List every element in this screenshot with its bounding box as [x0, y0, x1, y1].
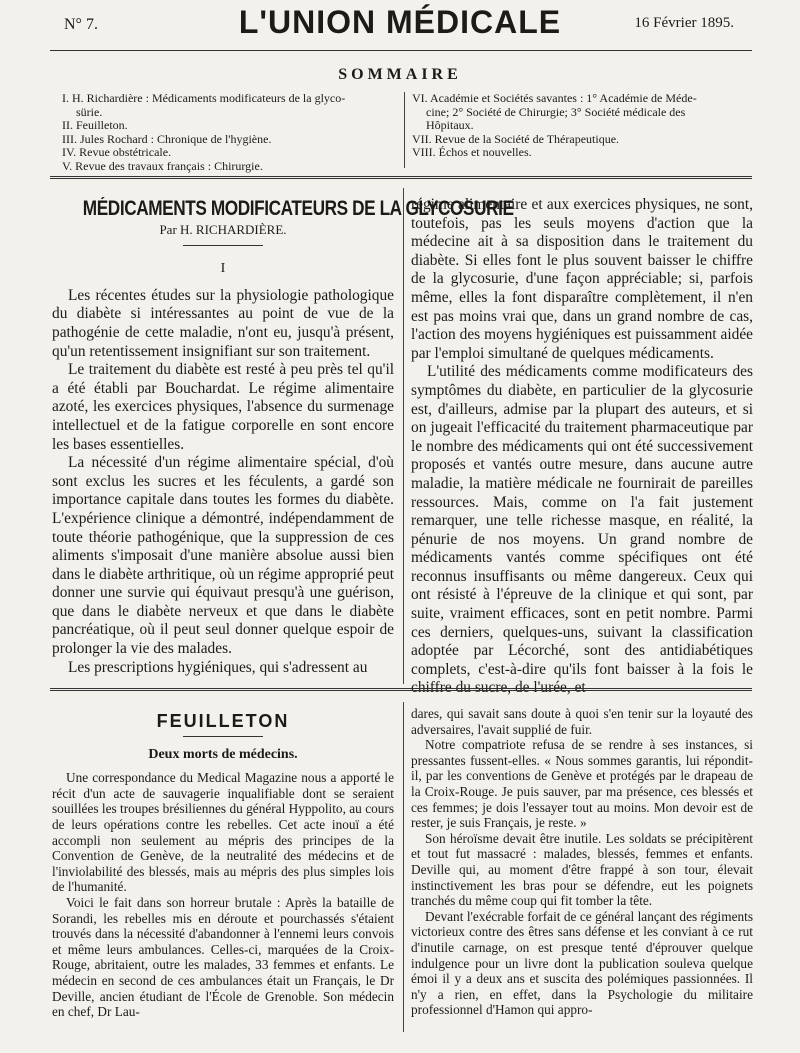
paragraph: Une correspondance du Medical Magazine nous a apporté le récit d'un acte de sauvagerie inqualifiable dont se seraient souillées les troupes brésiliennes du général Hyppolito, au cours de leurs opérations contre les rebelles. Cet acte inouï a été accompli non seulement au mépris des principes de la Convention de Genève, de la neutralité des médecins et de l'inviolabilité des blessés, mais au mépris des plus simples lois de l'humanité. — [52, 770, 394, 895]
sommaire-item: Hôpitaux. — [426, 118, 474, 132]
paragraph: dares, qui savait sans doute à quoi s'en tenir sur la loyauté des adversaires, l'avait supplié de fuir. — [411, 706, 753, 737]
sommaire-right-list — [412, 92, 752, 160]
feuilleton-rule — [183, 736, 263, 737]
paragraph: Les récentes études sur la physiologie pathologique du diabète si intéressantes au point de vue de la pathogénie de cette maladie, n'ont eu, jusqu'à présent, qu'un retentissement insignifiant sur son traitement. — [52, 286, 394, 360]
feuilleton-subtitle: Deux morts de médecins. — [148, 746, 298, 762]
article-column-divider — [403, 188, 404, 684]
paragraph: L'utilité des médicaments comme modificateurs des symptômes du diabète, en particulier de la glycosurie est, d'ailleurs, admise par la plupart des auteurs, et si on jugeait l'efficacité du traitement pharmaceutique par le nombre des médicaments qui ont été successivement proposés et vantés outre mesure, dans aucune autre maladie, la matière médicale ne fournirait de pareilles ressources. Mais, comme on l'a fait justement remarquer, une telle richesse masque, en réalité, la pénurie de nos moyens. Un grand nombre de médicaments vantés comme spécifiques ont été reconnus insuffisants ou même dangereux. Ceux qui ont résisté à l'épreuve de la clinique et qui sont, par suite, vraiment efficaces, sont en petit nombre. Parmi ces derniers, quelques-uns, suivant la classification adoptée par Lécorché, sont des antidiabétiques complets, c'est-à-dire qu'ils font baisser à la fois le chiffre du sucre, de l'urée, et — [411, 363, 753, 697]
article-byline: Par H. RICHARDIÈRE. — [159, 221, 287, 237]
sommaire-rule — [50, 176, 752, 179]
paragraph: La nécessité d'un régime alimentaire spécial, d'où sont exclus les sucres et les féculents, a gardé son importance capitale dans toutes les formes du diabète. L'expérience clinique a démontré, indépendamment de toute théorie pathogénique, que la suppression de ces aliments s'imposait d'une manière absolue aussi bien dans le diabète arthritique, où un régime approprié peut donner une survie qui équivaut presqu'à une guérison, que dans le diabète nerveux et que dans le diabète pancréatique, où il peut seul donner quelque espoir de prolonger la vie des malades. — [52, 454, 394, 658]
article-bottom-rule — [50, 688, 752, 691]
feuilleton-title: FEUILLETON — [156, 711, 290, 731]
sommaire-item: III. Jules Rochard : Chronique de l'hygiène. — [62, 131, 272, 146]
paragraph: Devant l'exécrable forfait de ce général lançant des régiments victorieux contre des êtres sans défense et les conviant à ce rut d'inutile carnage, on est presque tenté d'éprouver quelque indulgence pour un livre dont la publication souleva quelque émoi il y a deux ans et suscita des polémiques passionnées. Il n'y a rien, en effet, dans la Psychologie du militaire professionnel d'Hamon qui appro- — [411, 908, 753, 1018]
sommaire-title: SOMMAIRE — [338, 66, 462, 83]
sommaire-item: VII. Revue de la Société de Thérapeutique. — [412, 131, 620, 146]
paragraph: régime alimentaire et aux exercices physiques, ne sont, toutefois, pas les seuls moyens d'action que la médecine ait à sa disposition dans le traitement du diabète. Si elles font le plus souvent baisser le chiffre de la glycosurie, d'une façon appréciable; si, parfois même, elles la font disparaître complètement, il n'en est pas moins vrai que, dans un grand nombre de cas, l'action des moyens hygiéniques est puissamment aidée par l'emploi simultané de quelques médicaments. — [411, 196, 753, 362]
sommaire-item: IV. Revue obstétricale. — [62, 145, 172, 159]
sommaire-item: II. Feuilleton. — [62, 118, 128, 132]
sommaire-item: sürie. — [76, 104, 103, 119]
paragraph: Notre compatriote refusa de se rendre à ses instances, si pressantes fussent-elles. « Nous sommes garantis, lui répondit-il, par les conventions de Genève et protégés par le drapeau de la Croix-Rouge. Je puis sauver, par ma présence, ces blessés et ces femmes; je dois l'essayer tout au moins. Mon devoir est de rester, je suis Français, je reste. » — [411, 737, 753, 831]
paragraph: Son héroïsme devait être inutile. Les soldats se précipitèrent et tout fut massacré : malades, blessés, femmes et enfants. Deville qui, au moment d'être frappé à son tour, élevait instinctivement les bras pour se défendre, eut les poignets tranchés du même coup qui fit tomber la tête. — [411, 830, 753, 909]
feuilleton-column-divider — [403, 702, 404, 1032]
sommaire-item: VIII. Échos et nouvelles. — [412, 145, 532, 159]
feuilleton-right-column — [411, 706, 753, 1018]
article-title: MÉDICAMENTS MODIFICATEURS DE LA GLYCOSURIE — [82, 197, 514, 220]
issue-date: 16 Février 1895. — [634, 15, 734, 31]
sommaire-item: VI. Académie et Sociétés savantes : 1° Académie de Méde- — [412, 91, 697, 105]
header-rule — [50, 50, 752, 51]
paragraph: Les prescriptions hygiéniques, qui s'adressent au — [68, 658, 368, 676]
section-number: I — [220, 261, 226, 277]
sommaire-item: I. H. Richardière : Médicaments modificateurs de la glyco- — [62, 91, 346, 105]
sommaire-divider — [404, 92, 405, 168]
sommaire-item: cine; 2° Société de Chirurgie; 3° Société médicale des — [426, 104, 686, 119]
issue-number: N° 7. — [64, 16, 98, 33]
journal-title: L'UNION MÉDICALE — [238, 4, 562, 40]
paragraph: Voici le fait dans son horreur brutale : Après la bataille de Sorandi, les rebelles mis en déroute et pourchassés s'étaient trouvés dans la nécessité d'abandonner à l'ennemi leurs convois et même leurs ambulances. Celles-ci, marquées de la Croix-Rouge, abritaient, outre les malades, 33 femmes et enfants. Le médecin en second de ces ambulances était un Français, le Dr Deville, ancien étudiant de l'École de Grenoble. Son médecin en chef, Dr Lau- — [52, 894, 394, 1020]
sommaire-item: V. Revue des travaux français : Chirurgie. — [62, 158, 263, 173]
feuilleton-left-column — [52, 711, 394, 1020]
paragraph: Le traitement du diabète est resté à peu près tel qu'il a été établi par Bouchardat. Le régime alimentaire azoté, les exercices physiques, l'absence du surmenage intellectuel et de la fatigue corporelle en sont encore les bases essentielles. — [52, 361, 394, 453]
article-right-column — [411, 196, 753, 698]
sommaire-left-list — [62, 92, 400, 173]
article-left-column — [52, 197, 514, 677]
title-rule — [183, 245, 263, 246]
